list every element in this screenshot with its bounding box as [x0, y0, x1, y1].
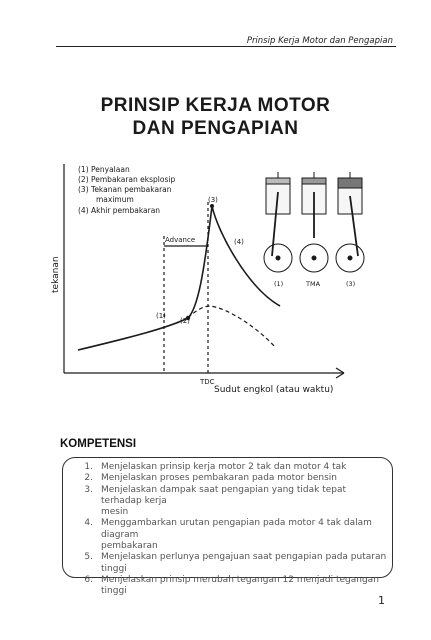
y-axis-label: tekanan: [51, 256, 61, 293]
list-item: [75, 552, 388, 563]
point-3: [210, 204, 214, 208]
competency-box: [62, 457, 393, 597]
combustion-diagram: [48, 158, 388, 418]
tdc-label: TDC: [200, 378, 215, 386]
list-item-number: 3.: [84, 484, 93, 495]
list-item: [75, 541, 388, 552]
title-line-1: PRINSIP KERJA MOTOR: [100, 95, 331, 116]
competency-list: [75, 462, 388, 598]
piston-1: [264, 172, 292, 272]
point-label-3: (3): [208, 196, 218, 204]
pressure-curve: [78, 206, 280, 350]
list-item-number: 2.: [84, 473, 93, 484]
x-axis-label: Sudut engkol (atau waktu): [214, 385, 334, 395]
list-item-text: Menjelaskan dampak saat pengapian yang tidak tepat terhadap kerja: [101, 484, 347, 506]
header-rule: [56, 46, 396, 47]
list-item-text: Menjelaskan prinsip kerja motor 2 tak dan motor 4 tak: [101, 462, 347, 472]
list-item-text: Menggambarkan urutan pengapian pada motor 4 tak dalam diagram: [101, 518, 372, 540]
list-item-number: [75, 541, 101, 552]
list-item-number: [75, 564, 101, 575]
list-item-number: [75, 507, 101, 518]
page-title: [0, 94, 431, 140]
piston-diagrams: [264, 172, 364, 272]
title-line-2: DAN PENGAPIAN: [132, 118, 299, 139]
piston-2: [300, 172, 328, 272]
list-item: [75, 575, 388, 598]
point-label-1: (1): [156, 312, 166, 320]
x-axis-arrow: [336, 373, 344, 378]
list-item: [75, 564, 388, 575]
legend-item-3b: maximum: [96, 195, 134, 204]
list-item: [75, 507, 388, 518]
list-item-text: pembakaran: [101, 541, 158, 552]
list-item: [75, 518, 388, 541]
piston-label-tma: TMA: [306, 280, 321, 288]
list-item-text: tinggi: [101, 563, 127, 574]
competency-heading: KOMPETENSI: [60, 438, 137, 450]
point-label-2: (2): [180, 317, 190, 325]
list-item: [75, 485, 388, 508]
piston-label-3: (3): [346, 280, 356, 288]
list-item-text: Menjelaskan prinsip merubah tegangan 12 menjadi tegangan tinggi: [101, 574, 379, 597]
legend-item-1: (1) Penyalaan: [78, 165, 130, 174]
legend-item-4: (4) Akhir pembakaran: [78, 206, 161, 215]
list-item-text: Menjelaskan proses pembakaran pada motor bensin: [101, 473, 338, 484]
list-item-number: 4.: [84, 518, 93, 529]
point-label-4: (4): [234, 238, 244, 246]
list-item-number: 5.: [84, 552, 93, 563]
list-item: [75, 462, 388, 473]
piston-3: [336, 172, 364, 272]
list-item-number: 1.: [84, 462, 93, 472]
combustion-diagram-svg: [48, 158, 388, 418]
list-item-text: Menjelaskan perlunya pengajuan saat pengapian pada putaran: [101, 552, 387, 563]
piston-label-1: (1): [274, 280, 284, 288]
header-text: Prinsip Kerja Motor dan Pengapian: [246, 36, 393, 46]
legend-item-2: (2) Pembakaran eksplosip: [78, 175, 176, 184]
list-item-number: 6.: [84, 574, 93, 585]
motoring-curve: [188, 306, 276, 348]
legend-item-3: (3) Tekanan pembakaran: [78, 185, 172, 194]
list-item-text: mesin: [101, 507, 129, 518]
advance-label: Advance: [165, 236, 196, 244]
page-number: 1: [378, 594, 385, 607]
x-axis-arrow: [336, 368, 344, 373]
list-item: [75, 473, 388, 484]
